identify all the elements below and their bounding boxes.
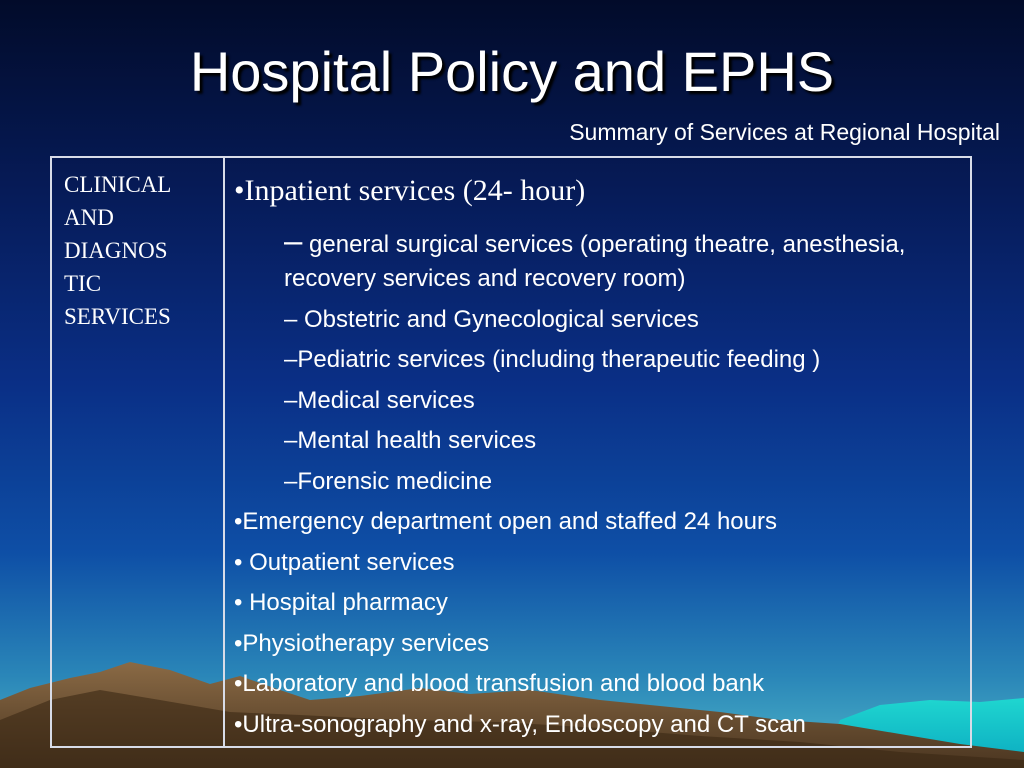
category-line: DIAGNOS: [64, 238, 168, 263]
dash-glyph: –: [284, 222, 303, 259]
bullet-item: •Physiotherapy services: [234, 629, 490, 657]
sub-item: –Forensic medicine: [284, 467, 493, 495]
services-table: [50, 156, 972, 748]
bullet-item: • Outpatient services: [234, 548, 455, 576]
column-divider: [223, 158, 225, 746]
category-cell: [64, 168, 216, 333]
slide-title: Hospital Policy and EPHS: [189, 40, 835, 103]
sub-item: –Medical services: [284, 386, 475, 414]
category-line: TIC: [64, 271, 102, 296]
bullet-item: •Laboratory and blood transfusion and blood bank: [234, 670, 765, 697]
sub-item-text: general surgical services (operating theatre, anesthesia, recovery services and recovery room): [284, 231, 906, 292]
bullet-item: •Emergency department open and staffed 24 hours: [234, 508, 777, 535]
sub-item: –Pediatric services (including therapeutic feeding ): [284, 346, 821, 373]
sub-item: – Obstetric and Gynecological services: [284, 305, 699, 333]
sub-item-surgical: [284, 224, 964, 296]
bullet-item: • Hospital pharmacy: [234, 589, 448, 616]
bullet-item: •Ultra-sonography and x-ray, Endoscopy and CT scan: [234, 710, 806, 738]
category-line: CLINICAL: [64, 172, 172, 197]
inpatient-heading: •Inpatient services (24- hour): [234, 174, 586, 207]
sub-item: –Mental health services: [284, 427, 537, 454]
slide-subtitle: Summary of Services at Regional Hospital: [569, 119, 1000, 145]
category-line: AND: [64, 205, 114, 230]
category-line: SERVICES: [64, 304, 171, 329]
services-list: [234, 170, 964, 748]
